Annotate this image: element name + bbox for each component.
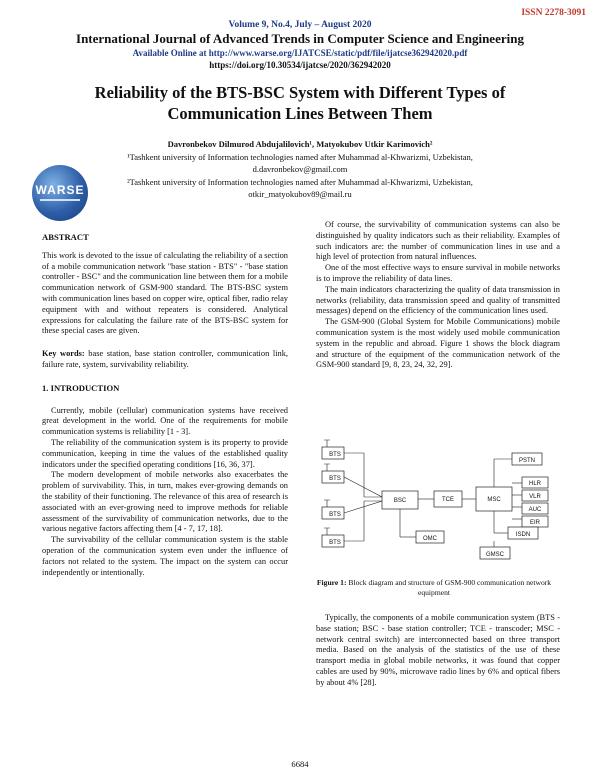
right-paragraph-4: The GSM-900 (Global System for Mobile Communications) mobile communication system is the most widely used mobile communication system in the republic and abroad. Figure 1 shows the block diagram and structure of the equipment of the communication network of the GSM-900 standard [9, 8, 23, 24, 32, 29].: [316, 317, 560, 370]
right-column-top: [316, 220, 560, 371]
isdn-label: ISDN: [515, 532, 531, 538]
tce-label: TCE: [442, 497, 454, 503]
bts-4-label: BTS: [329, 540, 341, 546]
intro-paragraph-2: The reliability of the communication system is its property to provide communication, keeping in time the values of the established quality indicators under the specified operating conditions [16, 36, 37].: [42, 437, 288, 469]
logo-text: WARSE: [35, 183, 85, 197]
title-line-1: Reliability of the BTS-BSC System with Different Types of: [94, 83, 506, 102]
affiliation-1-text: ¹Tashkent university of Information technologies named after Muhammad al-Khwarizmi, Uzbekistan,: [127, 152, 473, 162]
title-line-2: Communication Lines Between Them: [167, 104, 433, 123]
affiliation-1: [0, 151, 600, 175]
right-paragraph-2: One of the most effective ways to ensure survival in mobile networks is to improve the reliability of data lines.: [316, 263, 560, 283]
figure-1-caption: [316, 578, 552, 598]
author-1-email[interactable]: d.davronbekov@gmail.com: [252, 164, 348, 174]
keywords: [42, 349, 288, 371]
vlr-label: VLR: [529, 494, 541, 500]
auc-label: AUC: [528, 507, 542, 513]
available-online-link[interactable]: Available Online at http://www.warse.org/IJATCSE/static/pdf/file/ijatcse362942020.pdf: [132, 48, 468, 58]
right-paragraph-5: Typically, the components of a mobile communication system (BTS - base station; BSC - base station controller; TCE - transcoder; MSC - network central switch) are interconnected based on three transport media. Based on the analysis of the statistics of the use of these transport media in global mobile networks, it was found that copper cables are used by 90%, microwave radio lines by 6% and optical fibers by about 4% [28].: [316, 613, 560, 687]
abstract-heading: ABSTRACT: [42, 232, 89, 242]
right-paragraph-1: Of course, the survivability of communication systems can also be distinguished by quality indicators such as their reliability. Examples of such indicators are: the number of communication lines in use and a high level of protection from natural influences.: [316, 220, 560, 262]
intro-paragraph-1: Currently, mobile (cellular) communication systems have received great development in the world. One of the requirements for mobile communication systems is reliability [1 - 3].: [42, 405, 288, 437]
msc-label: MSC: [487, 497, 501, 503]
bts-1-label: BTS: [329, 452, 341, 458]
gmsc-label: GMSC: [486, 552, 504, 558]
figure-1-diagram: [316, 437, 552, 567]
issn: ISSN 2278-3091: [521, 8, 586, 18]
right-column-bottom: [316, 613, 560, 689]
journal-title: International Journal of Advanced Trends in Computer Science and Engineering: [76, 31, 524, 46]
bts-2-label: BTS: [329, 476, 341, 482]
abstract-text: This work is devoted to the issue of calculating the reliability of a section of a mobile communication network "base station - BTS" - "base station controller - BSC" and the communication line between them for a mobile communication network of GSM-900 standard. The BTS-BSC system with communication lines based on copper wire, optical fiber, radio relay equipment with and without repeaters is considered. Analytical expressions for calculating the failure rate of the BTS-BSC system for these special cases are given.: [42, 250, 288, 336]
keywords-label: Key words:: [42, 349, 85, 359]
figure-caption-text: Block diagram and structure of GSM-900 communication network equipment: [346, 578, 552, 597]
intro-paragraph-3: The modern development of mobile networks also exacerbates the problem of survivability. This, in turn, makes ever-growing demands on the stability of their functioning. The relevance of this area of research is associated with an ever-growing need to improve methods for reliable assessment of the survivability of communication networks, due to the various negative factors affecting them [4 - 7, 17, 18].: [42, 470, 288, 534]
intro-paragraph-4: The survivability of the cellular communication system is the stable operation of the communication system even under the influence of factors not related to the system. The impact on the system can occur independently or intentionally.: [42, 535, 288, 577]
doi-link[interactable]: https://doi.org/10.30534/ijatcse/2020/362942020: [209, 60, 391, 70]
bts-3-label: BTS: [329, 512, 341, 518]
affiliation-2: [0, 176, 600, 200]
author-2-email[interactable]: otkir_matyokubov89@mail.ru: [248, 189, 352, 199]
hlr-label: HLR: [528, 481, 542, 487]
omc-label: OMC: [423, 536, 437, 542]
right-paragraph-3: The main indicators characterizing the quality of data transmission in networks (reliability, data transmission speed and quality of transmitted messages) depend on the efficiency of the communication lines used.: [316, 284, 560, 316]
pstn-label: PSTN: [518, 458, 536, 464]
introduction-heading: 1. INTRODUCTION: [42, 382, 120, 393]
author-list: Davronbekov Dilmurod Abdujalilovich¹, Matyokubov Utkir Karimovich²: [167, 139, 433, 149]
paper-title: [0, 82, 600, 124]
figure-caption-label: Figure 1:: [316, 578, 347, 587]
page-number: 6684: [291, 759, 309, 769]
keywords-text: base station, base station controller, communication link, failure rate, system, survivability reliability.: [42, 349, 288, 369]
bsc-label: BSC: [393, 498, 407, 504]
affiliation-2-text: ²Tashkent university of Information technologies named after Muhammad al-Khwarizmi, Uzbekistan,: [127, 177, 473, 187]
left-column: [42, 232, 288, 578]
journal-volume: Volume 9, No.4, July – August 2020: [228, 20, 372, 30]
eir-label: EIR: [529, 520, 541, 526]
